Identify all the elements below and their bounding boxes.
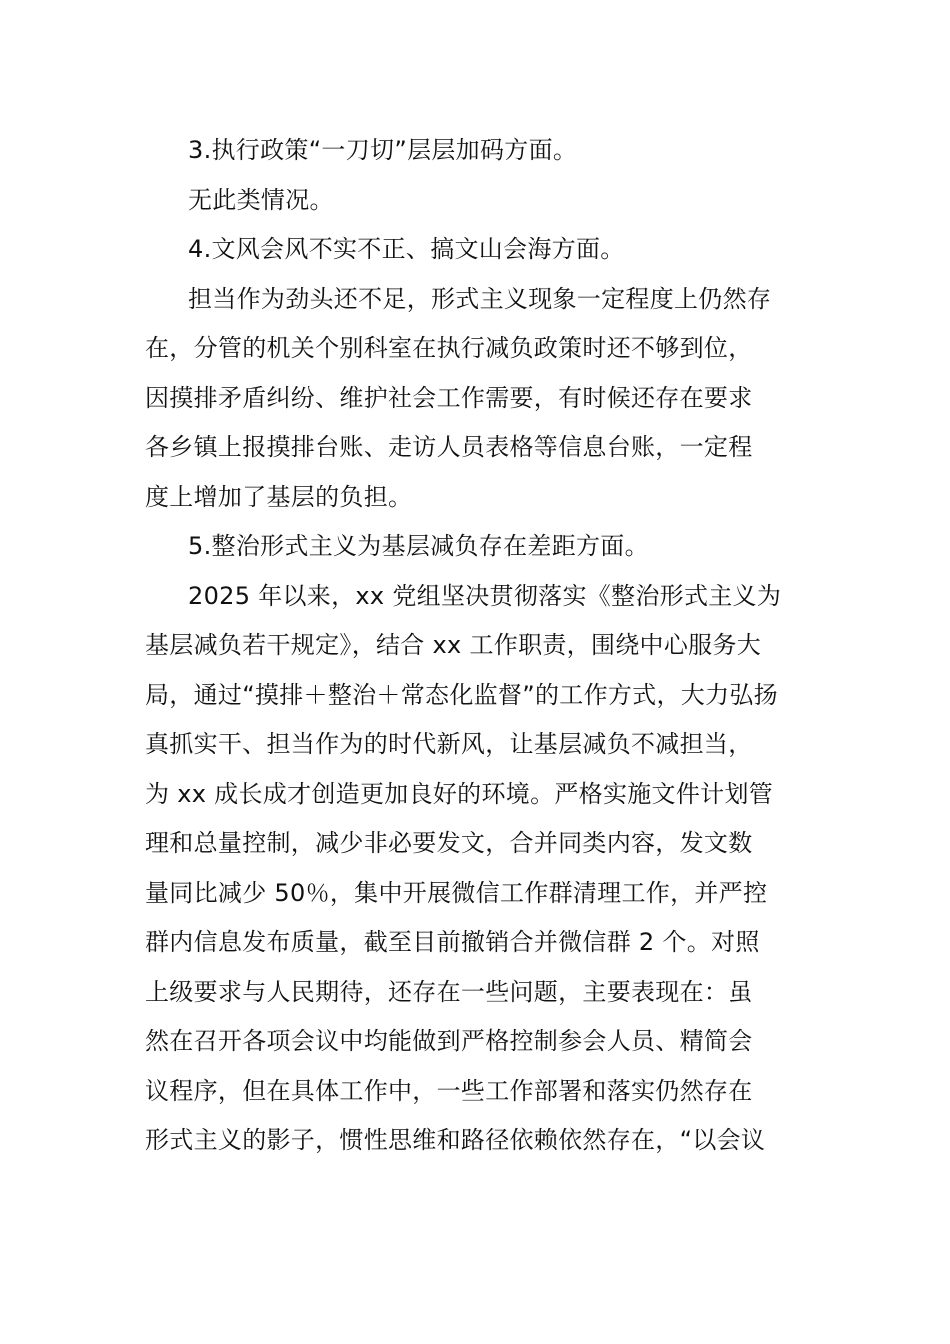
paragraph-item-5 xyxy=(145,572,810,1166)
paragraph-item-4 xyxy=(145,275,810,523)
text-line: 局，通过“摸排＋整治＋常态化监督”的工作方式，大力弘扬 xyxy=(145,680,778,709)
text-line: 基层减负若干规定》，结合 xx 工作职责，围绕中心服务大 xyxy=(145,631,762,659)
text-line: 3.执行政策“一刀切”层层加码方面。 xyxy=(188,136,578,164)
heading-item-3 xyxy=(145,126,810,176)
text-line: 5.整治形式主义为基层减负存在差距方面。 xyxy=(188,532,649,560)
text-line: 真抓实干、担当作为的时代新风，让基层减负不减担当， xyxy=(145,730,753,758)
heading-item-5 xyxy=(145,522,810,572)
text-line: 理和总量控制，减少非必要发文，合并同类内容，发文数 xyxy=(145,829,753,857)
text-line: 各乡镇上报摸排台账、走访人员表格等信息台账，一定程 xyxy=(145,433,753,461)
text-line: 担当作为劲头还不足，形式主义现象一定程度上仍然存 xyxy=(188,284,772,313)
paragraph-item-3 xyxy=(145,176,810,226)
text-line: 2025 年以来，xx 党组坚决贯彻落实《整治形式主义为 xyxy=(188,581,782,610)
text-line: 然在召开各项会议中均能做到严格控制参会人员、精简会 xyxy=(145,1027,753,1055)
heading-item-4 xyxy=(145,225,810,275)
document-body xyxy=(145,126,810,1166)
text-line: 为 xx 成长成才创造更加良好的环境。严格实施文件计划管 xyxy=(145,779,774,808)
text-line: 量同比减少 50％，集中开展微信工作群清理工作，并严控 xyxy=(145,878,768,907)
text-line: 无此类情况。 xyxy=(188,185,334,214)
text-line: 因摸排矛盾纠纷、维护社会工作需要，有时候还存在要求 xyxy=(145,383,753,412)
text-line: 议程序，但在具体工作中，一些工作部署和落实仍然存在 xyxy=(145,1076,753,1105)
text-line: 4.文风会风不实不正、搞文山会海方面。 xyxy=(188,235,625,263)
text-line: 形式主义的影子，惯性思维和路径依赖依然存在，“以会议 xyxy=(145,1126,766,1154)
text-line: 群内信息发布质量，截至目前撤销合并微信群 2 个。对照 xyxy=(145,928,760,956)
text-line: 上级要求与人民期待，还存在一些问题，主要表现在：虽 xyxy=(145,977,753,1006)
text-line: 度上增加了基层的负担。 xyxy=(145,482,413,511)
text-line: 在，分管的机关个别科室在执行减负政策时还不够到位， xyxy=(145,334,753,362)
